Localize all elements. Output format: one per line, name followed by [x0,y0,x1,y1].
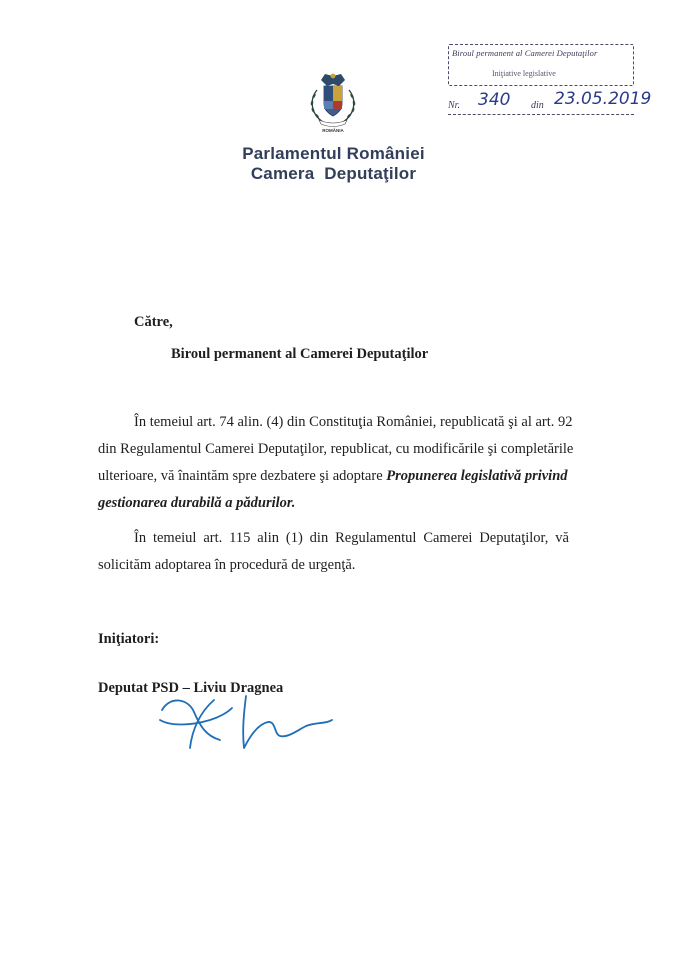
stamp-date-value: 23.05.2019 [554,89,652,109]
emblem-country-label: ROMÂNIA [322,128,344,133]
institution-name: Parlamentul României [242,144,425,163]
proposal-title-part-1: Propunerea legislativă privind [386,468,568,484]
paragraph-1-line-2: din Regulamentul Camerei Deputaţilor, republicat, cu modificările şi completările [98,441,574,457]
chamber-name: Camera Deputaţilor [250,164,417,183]
stamp-date-label: din [531,100,544,111]
stamp-number-label: Nr. [448,100,460,111]
paragraph-1-line-1: În temeiul art. 74 alin. (4) din Constituţia României, republicată şi al art. 92 [134,414,573,430]
paragraph-2-line-2: solicităm adoptarea în procedură de urgenţă. [98,557,356,573]
stamp-department: Iniţiative legislative [492,69,556,78]
paragraph-1-line-3-text: ulterioare, vă înaintăm spre dezbatere şi adoptare [98,468,387,484]
stamp-number-value: 340 [478,90,511,110]
signatory-name: Deputat PSD – Liviu Dragnea [98,680,284,696]
coat-of-arms-icon [305,70,361,136]
proposal-title-part-2: gestionarea durabilă a pădurilor. [98,495,296,511]
initiators-heading: Iniţiatori: [98,631,160,647]
stamp-office-name: Biroul permanent al Camerei Deputaţilor [452,48,598,58]
emblem-graphic [305,70,361,130]
signature-icon [150,690,340,760]
paragraph-1-line-3 [98,468,570,485]
registration-stamp [444,44,652,118]
salutation: Către, [134,314,173,330]
signature-drawing [150,690,340,760]
paragraph-2-line-1: În temeiul art. 115 alin (1) din Regulamentul Camerei Deputaţilor, vă [134,530,569,546]
recipient: Biroul permanent al Camerei Deputaţilor [171,346,429,362]
stamp-underline [448,114,634,115]
